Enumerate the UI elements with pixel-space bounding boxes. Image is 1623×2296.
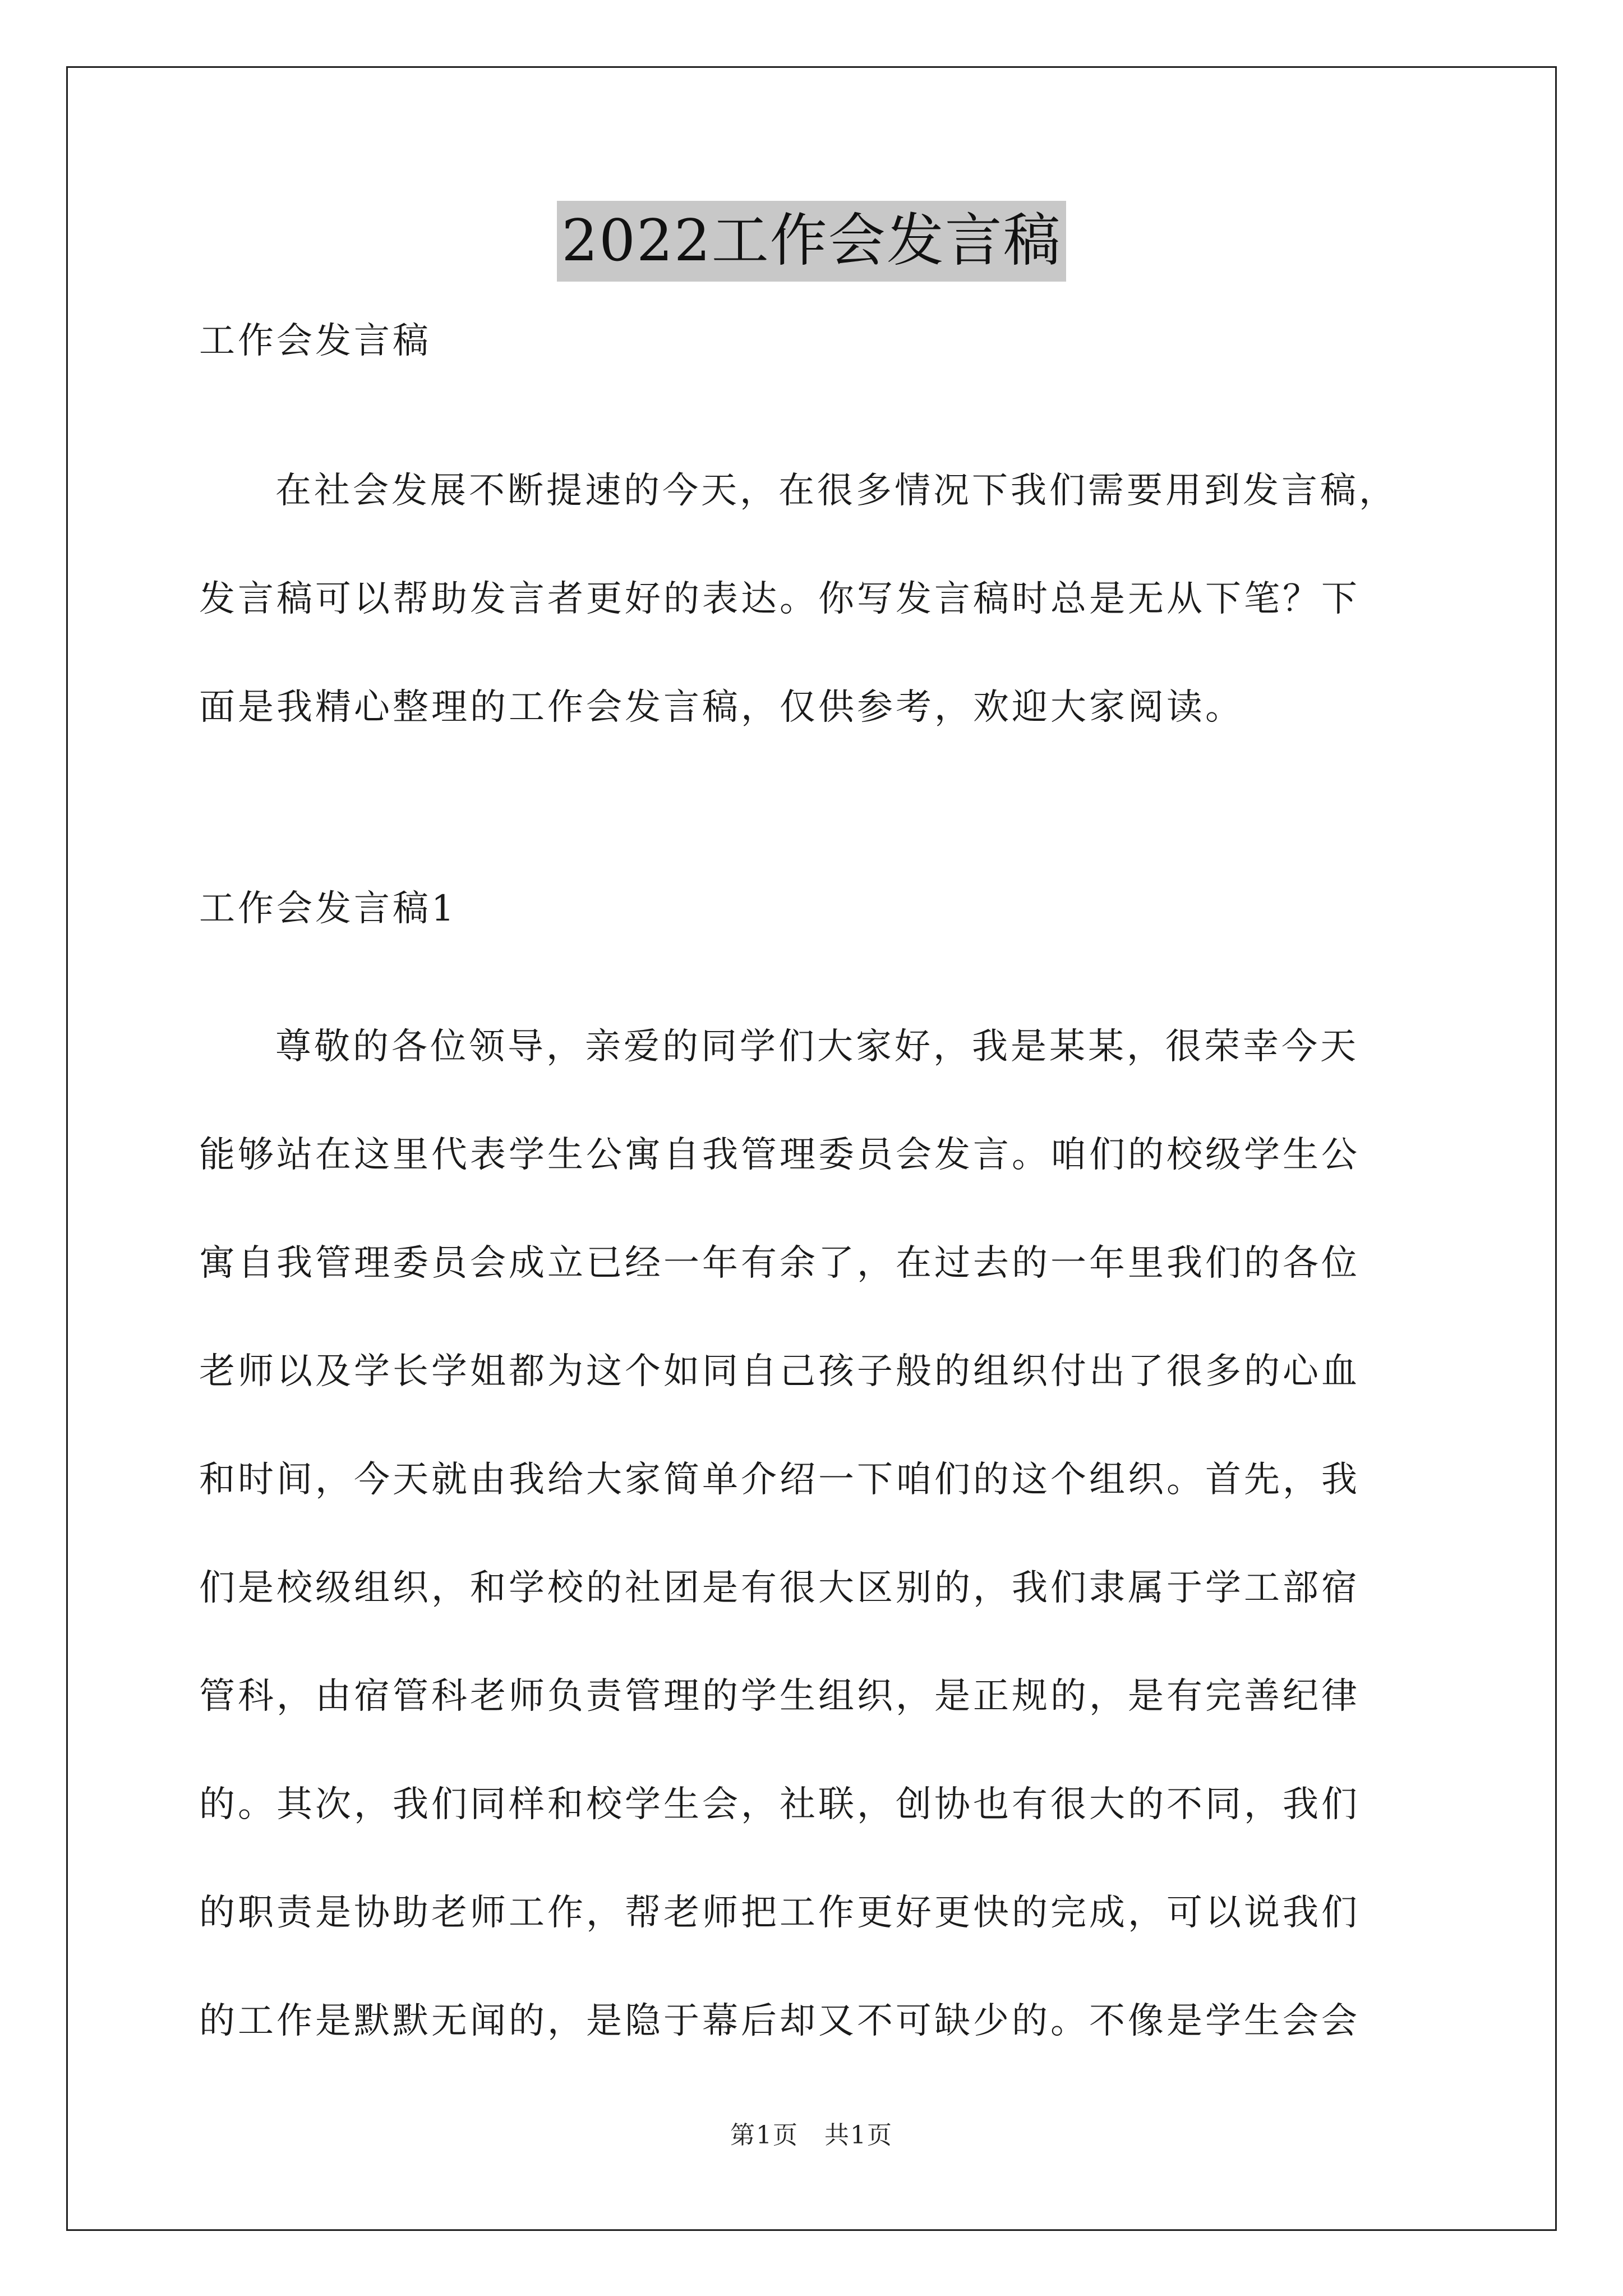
intro-line-3: 面是我精心整理的工作会发言稿，仅供参考，欢迎大家阅读。 — [199, 687, 1244, 728]
title-container — [0, 201, 1623, 282]
section1-line-2: 能够站在这里代表学生公寓自我管理委员会发言。咱们的校级学生公 — [199, 1134, 1360, 1176]
section1-paragraph — [199, 993, 1444, 2076]
section1-line-1: 尊敬的各位领导，亲爱的同学们大家好，我是某某，很荣幸今天 — [275, 1026, 1359, 1068]
section1-heading-block — [199, 881, 1444, 937]
section1-line-6: 们是校级组织，和学校的社团是有很大区别的，我们隶属于学工部宿 — [199, 1567, 1360, 1609]
section1-heading: 工作会发言稿1 — [199, 888, 457, 930]
section1-line-8: 的。其次，我们同样和校学生会，社联，创协也有很大的不同，我们 — [199, 1784, 1360, 1825]
intro-line-2: 发言稿可以帮助发言者更好的表达。你写发言稿时总是无从下笔？下 — [199, 578, 1360, 620]
section1-line-4: 老师以及学长学姐都为这个如同自己孩子般的组织付出了很多的心血 — [199, 1351, 1360, 1392]
section1-line-7: 管科，由宿管科老师负责管理的学生组织，是正规的，是有完善纪律 — [199, 1676, 1360, 1717]
document-title: 2022工作会发言稿 — [557, 201, 1066, 282]
page-footer: 第1页 共1页 — [730, 2121, 893, 2150]
section1-line-3: 寓自我管理委员会成立已经一年有余了，在过去的一年里我们的各位 — [199, 1243, 1360, 1284]
intro-line-1: 在社会发展不断提速的今天，在很多情况下我们需要用到发言稿， — [275, 470, 1398, 512]
section1-line-9: 的职责是协助老师工作，帮老师把工作更好更快的完成，可以说我们 — [199, 1892, 1360, 1934]
intro-heading: 工作会发言稿 — [199, 320, 431, 362]
intro-paragraph — [199, 437, 1444, 762]
section1-line-5: 和时间，今天就由我给大家简单介绍一下咱们的这个组织。首先，我 — [199, 1459, 1360, 1501]
intro-heading-block — [199, 313, 1444, 369]
section1-line-10: 的工作是默默无闻的，是隐于幕后却又不可缺少的。不像是学生会会 — [199, 2000, 1360, 2042]
